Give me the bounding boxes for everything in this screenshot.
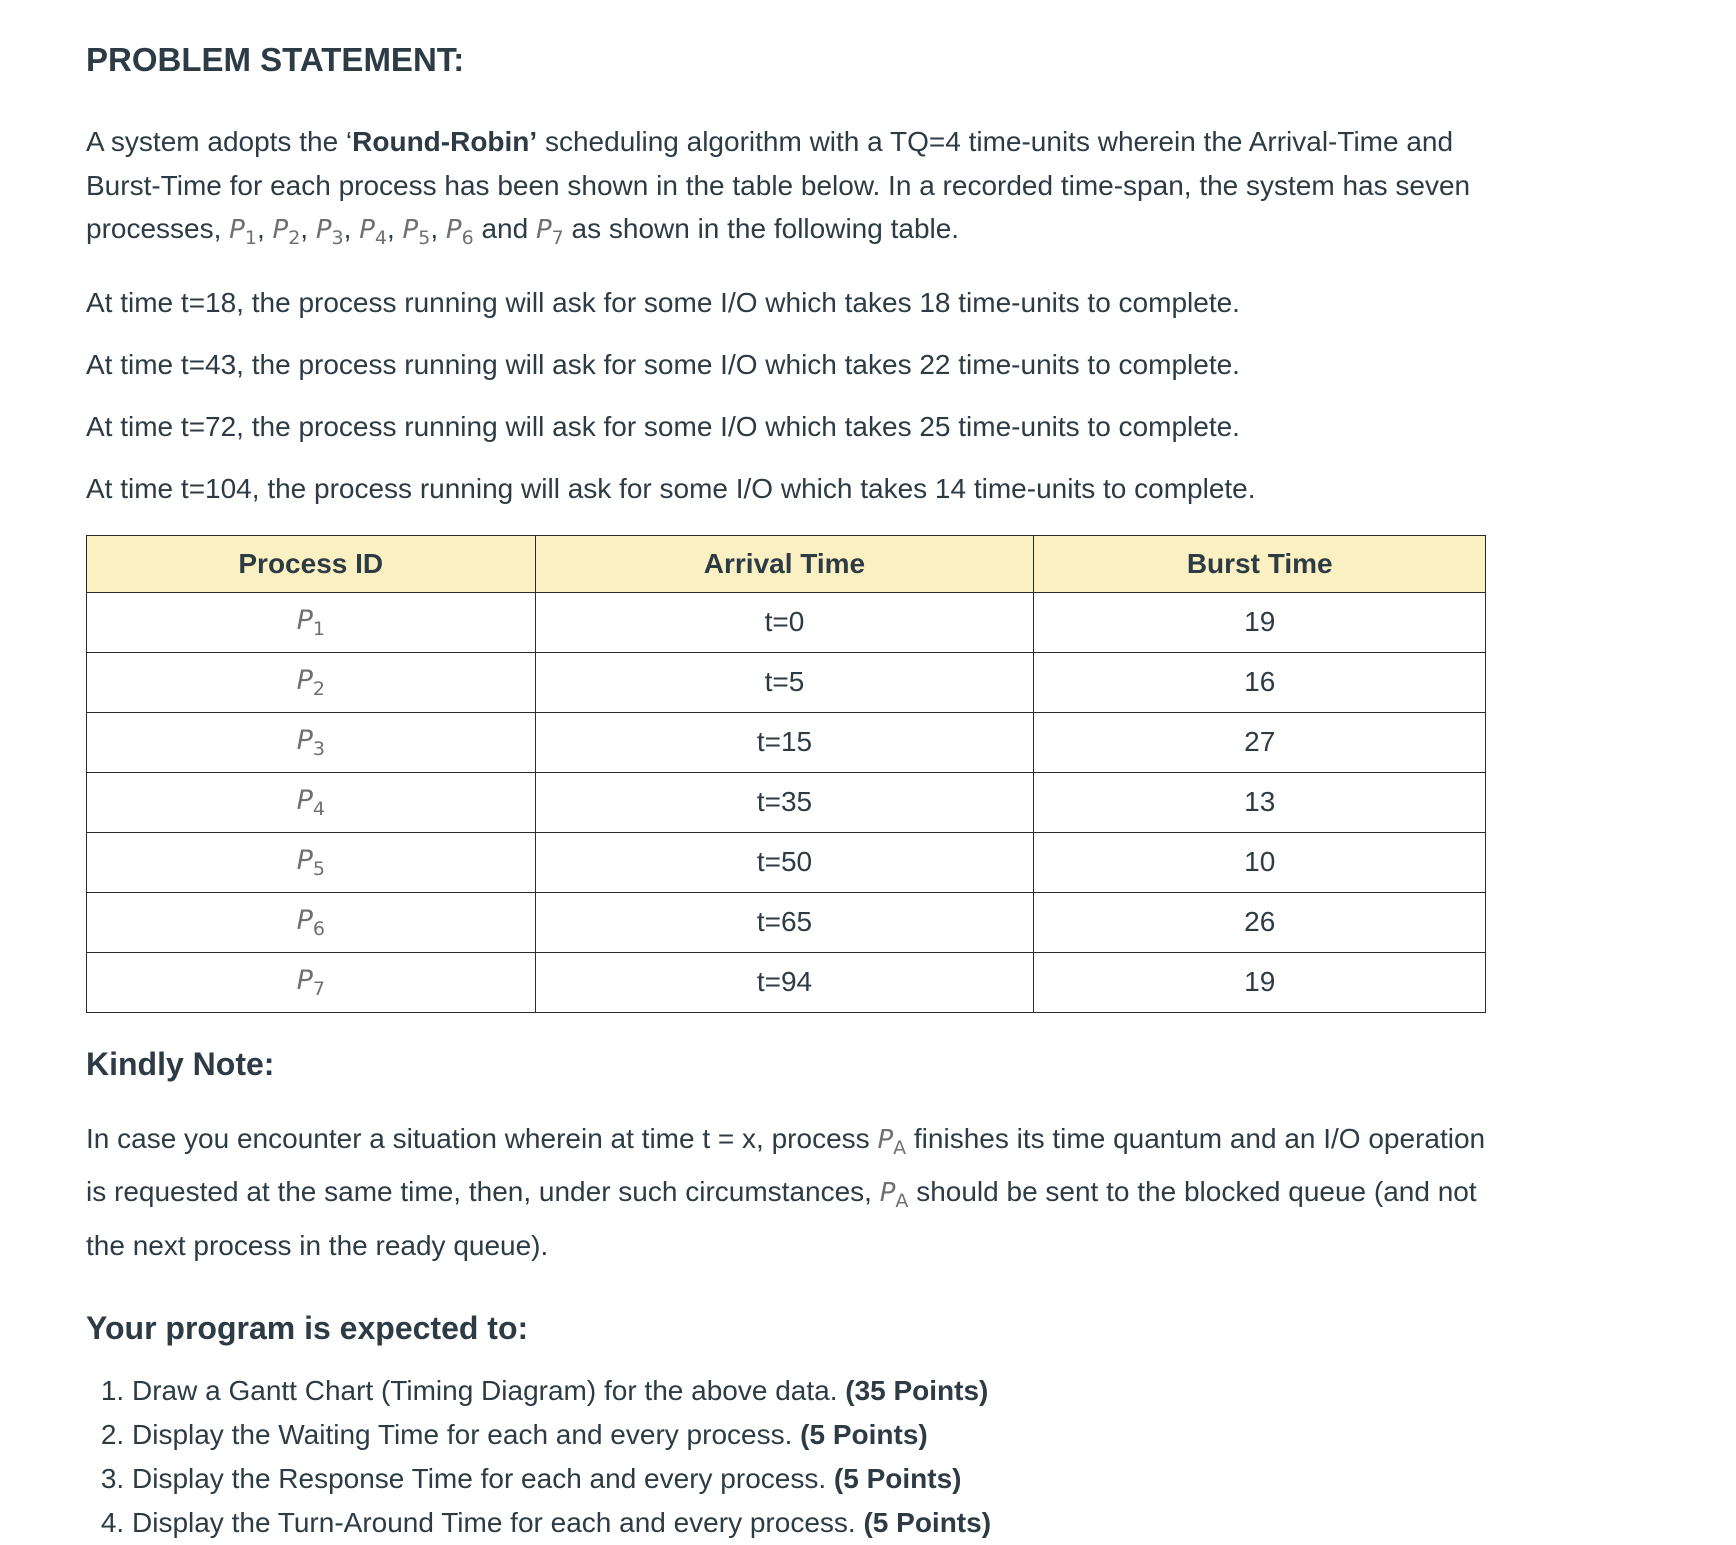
io-event-2: At time t=43, the process running will ask for some I/O which takes 22 time-units to complete.: [86, 348, 1240, 380]
arrival-cell: t=0: [535, 592, 1034, 652]
intro-text-2: scheduling algorithm with a TQ=4 time-units wherein the Arrival-Time and Burst-Time for each process has been shown in the table below. In a recorded time-span, the system has seven processes,: [86, 126, 1471, 244]
intro-paragraph: A system adopts the ‘Round-Robin’ scheduling algorithm with a TQ=4 time-units wherein the Arrival-Time and Burst-Time for each process has been shown in the table below. In a recorded time-span, the system has seven processes, $P_1$, $P_2$, $P_3$, $P_4$, $P_5$, $P_6$ and $P_7$ as shown in the following table.: [86, 126, 1471, 249]
arrival-cell: t=5: [535, 652, 1034, 712]
table-row: [87, 832, 1486, 892]
process-id-cell: $P_3$: [87, 712, 536, 772]
note-paragraph: In case you encounter a situation wherein at time t = x, process $P_A$ finishes its time quantum and an I/O operation is requested at the same time, then, under such circumstances, $P_A$ should be sent to the blocked queue (and not the next process in the ready queue).: [86, 1122, 1486, 1261]
process-var-6: $P_6$: [445, 215, 474, 249]
requirements-list: [86, 1369, 1486, 1545]
process-var-1: $P_1$: [229, 215, 257, 249]
burst-cell: 19: [1034, 592, 1486, 652]
arrival-cell: t=94: [535, 952, 1034, 1012]
process-table: [86, 535, 1486, 1013]
io-event-1: At time t=18, the process running will ask for some I/O which takes 18 time-units to complete.: [86, 286, 1240, 318]
list-item: 4. Display the Turn-Around Time for each and every process. (5 Points): [132, 1501, 1486, 1545]
io-event-4: At time t=104, the process running will ask for some I/O which takes 14 time-units to complete.: [86, 472, 1256, 504]
burst-cell: 16: [1034, 652, 1486, 712]
burst-cell: 13: [1034, 772, 1486, 832]
header-process-id: Process ID: [87, 535, 536, 592]
list-item: 2. Display the Waiting Time for each and every process. (5 Points): [132, 1413, 1486, 1457]
burst-cell: 27: [1034, 712, 1486, 772]
note-heading: Kindly Note:: [86, 1045, 275, 1082]
intro-text-3: as shown in the following table.: [563, 213, 960, 244]
arrival-cell: t=50: [535, 832, 1034, 892]
table-row: [87, 772, 1486, 832]
process-var-2: $P_2$: [272, 215, 301, 249]
process-var-3: $P_3$: [315, 215, 344, 249]
burst-cell: 10: [1034, 832, 1486, 892]
process-var-a: $P_A$: [877, 1124, 907, 1159]
burst-cell: 26: [1034, 892, 1486, 952]
intro-text-1: A system adopts the ‘: [86, 126, 353, 157]
process-var-a: $P_A$: [879, 1178, 909, 1212]
table-header-row: [87, 535, 1486, 592]
arrival-cell: t=35: [535, 772, 1034, 832]
problem-page: [86, 36, 1486, 1545]
table-row: [87, 592, 1486, 652]
process-id-cell: $P_7$: [87, 952, 536, 1012]
io-event-3: At time t=72, the process running will ask for some I/O which takes 25 time-units to complete.: [86, 410, 1240, 442]
list-item: 1. Draw a Gantt Chart (Timing Diagram) for the above data. (35 Points): [132, 1369, 1486, 1413]
process-id-cell: $P_5$: [87, 832, 536, 892]
arrival-cell: t=65: [535, 892, 1034, 952]
table-row: [87, 712, 1486, 772]
process-var-4: $P_4$: [359, 215, 387, 249]
table-row: [87, 952, 1486, 1012]
header-arrival-time: Arrival Time: [535, 535, 1034, 592]
burst-cell: 19: [1034, 952, 1486, 1012]
process-id-cell: $P_2$: [87, 652, 536, 712]
process-var-5: $P_5$: [402, 215, 431, 249]
process-id-cell: $P_1$: [87, 592, 536, 652]
process-id-cell: $P_6$: [87, 892, 536, 952]
table-row: [87, 652, 1486, 712]
algorithm-name: Round-Robin’: [352, 126, 538, 157]
table-row: [87, 892, 1486, 952]
expected-heading: Your program is expected to:: [86, 1310, 529, 1346]
header-burst-time: Burst Time: [1034, 535, 1486, 592]
page-title: PROBLEM STATEMENT:: [86, 41, 465, 78]
arrival-cell: t=15: [535, 712, 1034, 772]
process-id-cell: $P_4$: [87, 772, 536, 832]
process-var-7: $P_7$: [535, 215, 564, 249]
list-item: 3. Display the Response Time for each and every process. (5 Points): [132, 1457, 1486, 1501]
